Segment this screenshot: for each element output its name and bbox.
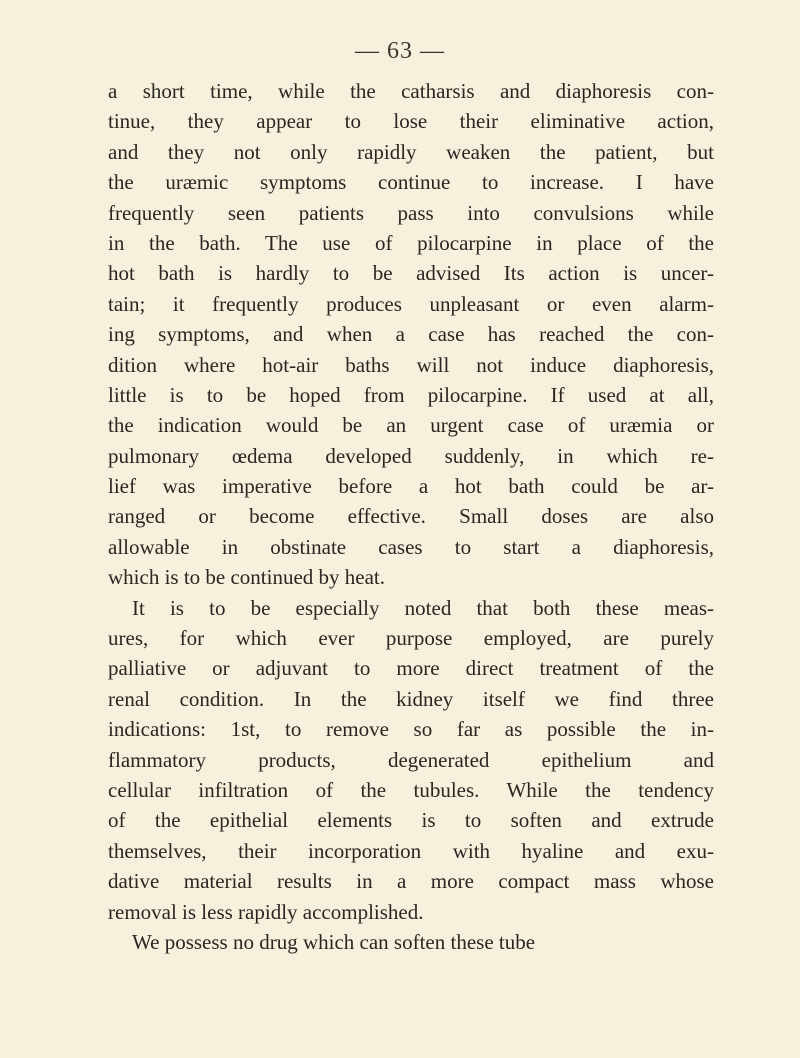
text-line: tinue, they appear to lose their eliminative action,	[108, 109, 714, 134]
page-number: — 63 —	[355, 38, 445, 64]
paragraph-start-line: It is to be especially noted that both these meas-	[132, 595, 714, 620]
text-line: in the bath. The use of pilocarpine in place of the	[108, 230, 714, 255]
text-line: ing symptoms, and when a case has reached the con-	[108, 322, 714, 347]
text-line: flammatory products, degenerated epithelium and	[108, 747, 714, 772]
text-line: dition where hot-air baths will not induce diaphoresis,	[108, 352, 714, 377]
text-line: themselves, their incorporation with hyaline and exu-	[108, 838, 714, 863]
text-line: the indication would be an urgent case of uræmia or	[108, 413, 714, 438]
text-line: ranged or become effective. Small doses are also	[108, 504, 714, 529]
text-line: and they not only rapidly weaken the patient, but	[108, 139, 714, 164]
text-line: palliative or adjuvant to more direct treatment of the	[108, 656, 714, 681]
paragraph-end-line: which is to be continued by heat.	[108, 565, 386, 590]
text-line: tain; it frequently produces unpleasant or even alarm-	[108, 291, 714, 316]
text-line: of the epithelial elements is to soften and extrude	[108, 808, 714, 833]
text-line: the uræmic symptoms continue to increase. I have	[108, 170, 714, 195]
text-line: renal condition. In the kidney itself we find three	[108, 686, 714, 711]
text-line: pulmonary œdema developed suddenly, in which re-	[108, 443, 714, 468]
text-line: indications: 1st, to remove so far as possible the in-	[108, 717, 714, 742]
text-line: lief was imperative before a hot bath could be ar-	[108, 474, 714, 499]
paragraph-end-line: removal is less rapidly accomplished.	[108, 899, 424, 924]
paragraph-start-line: We possess no drug which can soften these tube	[132, 929, 536, 954]
text-line: a short time, while the catharsis and diaphoresis con-	[108, 79, 714, 103]
text-line: cellular infiltration of the tubules. While the tendency	[108, 777, 714, 802]
text-line: frequently seen patients pass into convulsions while	[108, 200, 714, 225]
text-line: allowable in obstinate cases to start a diaphoresis,	[108, 534, 714, 559]
text-line: little is to be hoped from pilocarpine. If used at all,	[108, 382, 714, 407]
text-line: dative material results in a more compact mass whose	[108, 869, 714, 894]
text-line: ures, for which ever purpose employed, are purely	[108, 626, 714, 651]
body-text	[108, 76, 714, 957]
text-line: hot bath is hardly to be advised Its action is uncer-	[108, 261, 714, 286]
